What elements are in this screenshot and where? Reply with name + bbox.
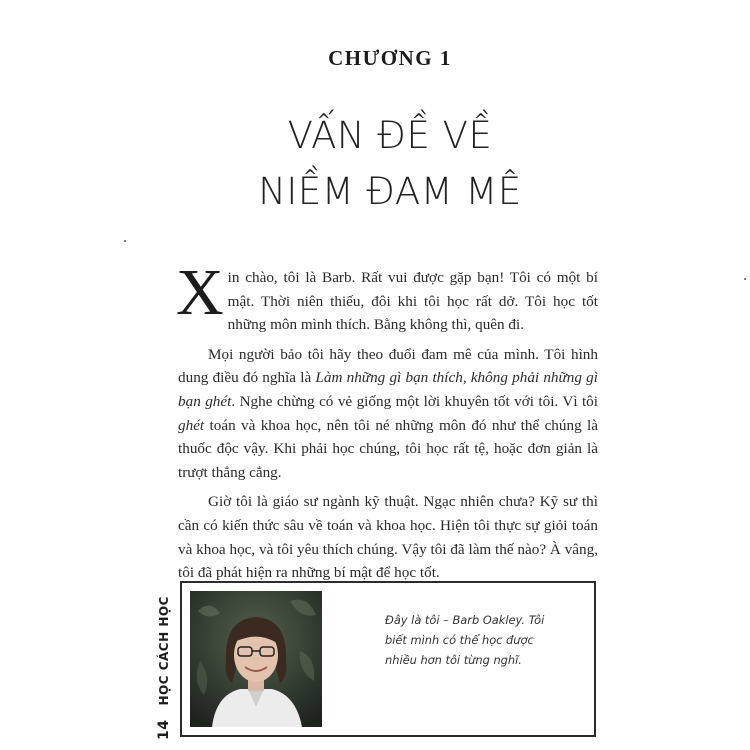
author-photo-illustration — [190, 591, 322, 727]
paragraph-2-part-a: Mọi người bảo tôi hãy theo đuổi đam mê của mình. Tôi hình dung điều đó nghĩa là — [178, 345, 598, 387]
paragraph-2 — [178, 343, 598, 485]
photo-box — [180, 581, 596, 737]
paragraph-1 — [176, 256, 598, 337]
paragraph-3 — [178, 490, 598, 584]
page-number: 14 — [156, 719, 172, 740]
book-title: HỌC CÁCH HỌC — [157, 596, 171, 706]
photo-caption: Đây là tôi – Barb Oakley. Tôi biết mình có thể học được nhiều hơn tôi từng nghĩ. — [385, 613, 545, 667]
drop-cap: X — [176, 256, 224, 329]
paragraph-2-part-e: toán và khoa học, nên tôi né những môn đó như thể chúng là thuốc độc vậy. Khi phải học chúng, tôi học rất tệ, hoặc đơn giản là trượt thẳng cẳng. — [178, 416, 598, 481]
paragraph-3-text: Giờ tôi là giáo sư ngành kỹ thuật. Ngạc nhiên chưa? Kỹ sư thì cần có kiến thức sâu về toán và khoa học. Hiện tôi thực sự giỏi toán và khoa học, và tôi yêu thích chúng. Vậy tôi đã làm thế nào? À vâng, tôi đã phát hiện ra những bí mật để học tốt. — [178, 493, 598, 582]
scan-speck — [744, 278, 746, 280]
paragraph-2-italic-word: ghét — [178, 416, 205, 434]
chapter-label: CHƯƠNG 1 — [328, 46, 452, 70]
chapter-title — [0, 108, 750, 220]
paragraph-1-text: in chào, tôi là Barb. Rất vui được gặp bạn! Tôi có một bí mật. Thời niên thiếu, đôi khi tôi học rất dở. Tôi học tốt những môn mình thích. Bằng không thì, quên đi. — [227, 269, 598, 334]
running-footer — [156, 596, 172, 740]
paragraph-2-part-c: . Nghe chừng có vẻ giống một lời khuyên tốt với tôi. Vì tôi — [231, 392, 598, 410]
chapter-title-line-1: VẤN ĐỀ VỀ — [287, 114, 493, 157]
paragraph-2-italic-phrase: Làm những gì bạn thích, không phải những gì bạn ghét — [178, 369, 598, 410]
scan-speck — [124, 240, 126, 242]
chapter-title-line-2: NIỀM ĐAM MÊ — [258, 170, 522, 213]
author-photo — [190, 591, 322, 727]
body-text — [176, 256, 598, 591]
